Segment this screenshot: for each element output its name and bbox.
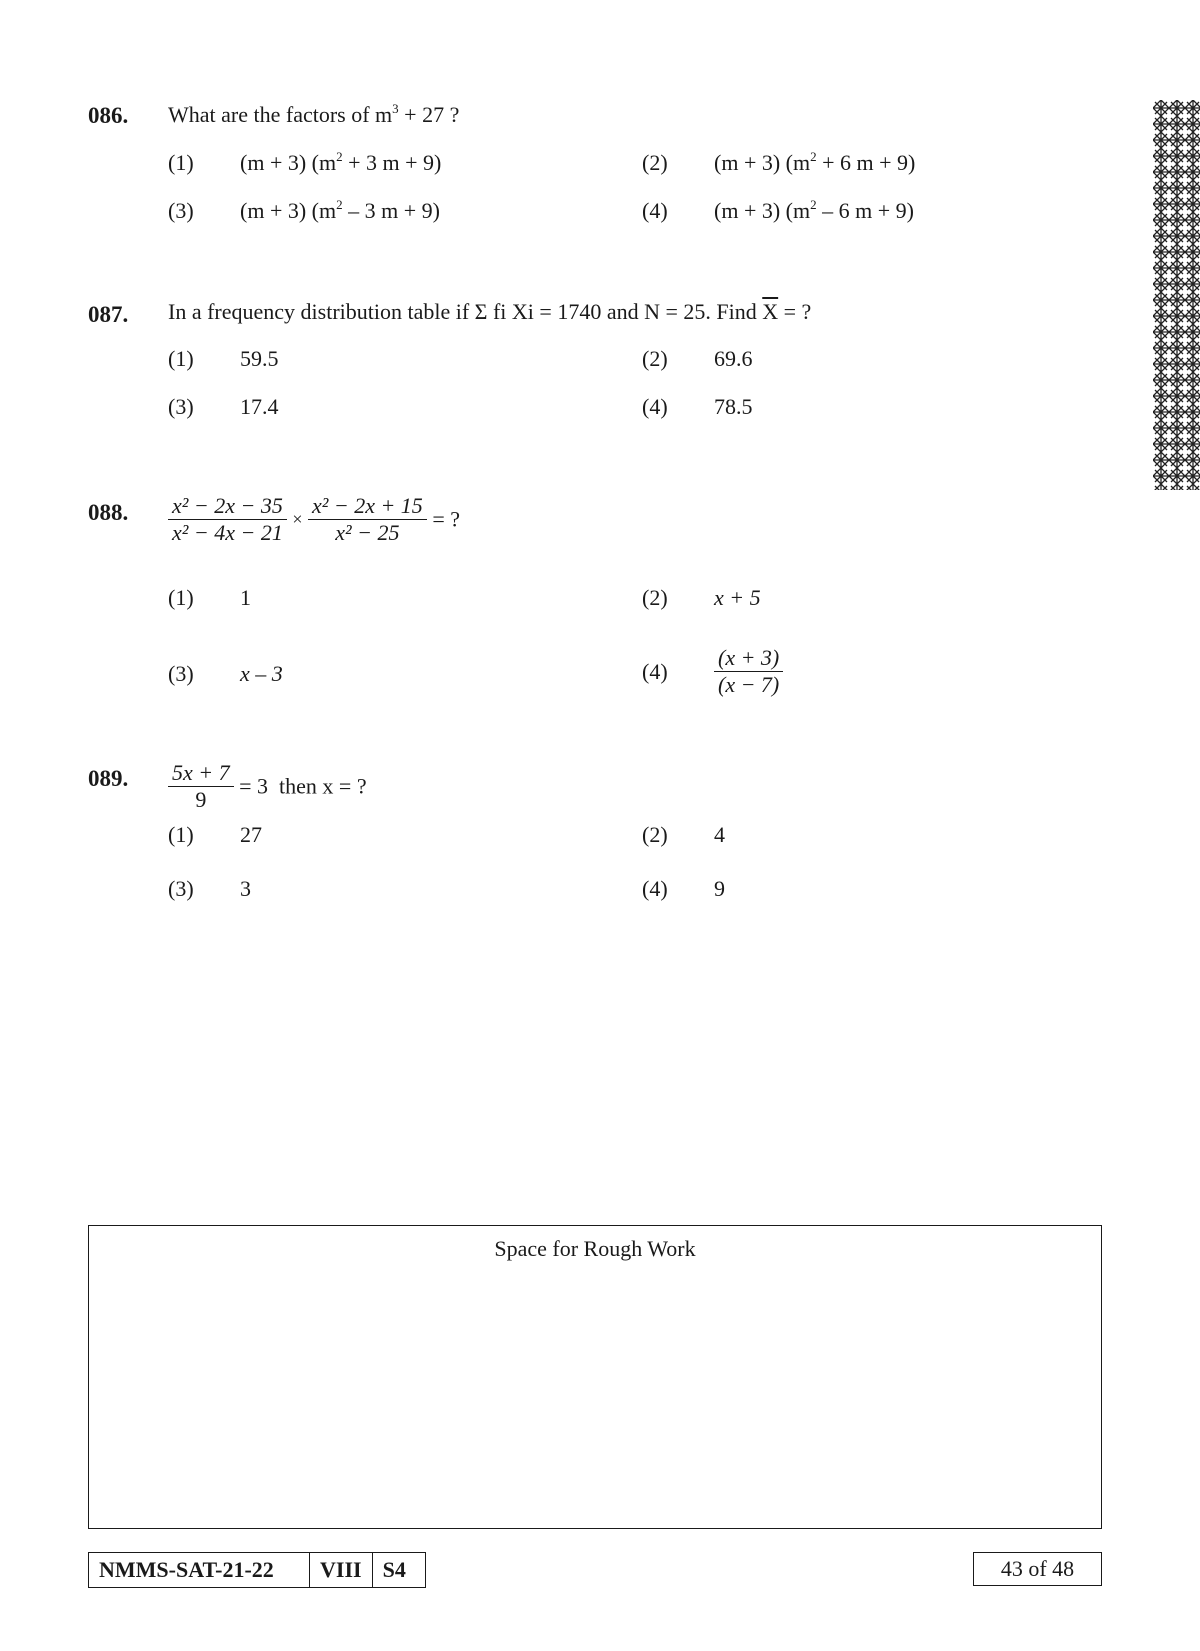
question-number-089: 089. [88, 766, 129, 791]
fraction-2: $\frac{\text{x² − 2x + 15}}{\text{x² − 25}}$ [308, 493, 427, 546]
option-089-3[interactable]: (3) 3 [168, 876, 251, 901]
option-086-2[interactable]: (2) (m + 3) ($m^2 + 6$ m + 9) [642, 149, 916, 175]
option-087-2[interactable]: (2) 69.6 [642, 346, 753, 371]
fraction-1: $\frac{\text{x² − 2x − 35}}{\text{x² − 4x − 21}}$ [168, 493, 287, 546]
option-088-1[interactable]: (1) 1 [168, 585, 251, 610]
side-pattern-decoration [1153, 100, 1200, 490]
page-number: 43 of 48 [973, 1552, 1102, 1586]
option-087-3[interactable]: (3) 17.4 [168, 394, 279, 419]
question-expression-089: $\frac{5x + 7}{9}$ = 3 then x = ? [168, 760, 367, 813]
option-088-4[interactable]: (4) $\frac{(x + 3)}{(x - 7)}$ [642, 645, 783, 698]
option-089-1[interactable]: (1) 27 [168, 822, 262, 847]
option-088-3[interactable]: (3) x – 3 [168, 661, 283, 686]
option-087-1[interactable]: (1) 59.5 [168, 346, 279, 371]
question-expression-088: $\frac{\text{x² − 2x − 35}}{\text{x² − 4x − 21}}$ × $\frac{\text{x² − 2x + 15}}{\text{x² − 25}}$ = ? [168, 493, 460, 546]
option-087-4[interactable]: (4) 78.5 [642, 394, 753, 419]
question-text-087: In a frequency distribution table if Σ fi Xi = 1740 and N = 25. Find $\overline{X}$ = ? [168, 299, 812, 324]
option-089-4[interactable]: (4) 9 [642, 876, 725, 901]
rough-work-box [88, 1225, 1102, 1529]
option-086-1[interactable]: (1) (m + 3) ($m^2 + 3$ m + 9) [168, 149, 442, 175]
option-086-3[interactable]: (3) (m + 3) ($m^2 - 3$ m + 9) [168, 197, 440, 223]
question-number-087: 087. [88, 302, 129, 327]
option-089-2[interactable]: (2) 4 [642, 822, 725, 847]
option-088-2[interactable]: (2) x + 5 [642, 585, 761, 610]
option-088-4-fraction: $\frac{(x + 3)}{(x - 7)}$ [714, 645, 783, 698]
fraction-089: $\frac{5x + 7}{9}$ [168, 760, 234, 813]
exam-series: S4 [372, 1553, 425, 1588]
question-number-088: 088. [88, 500, 129, 525]
option-086-4[interactable]: (4) (m + 3) ($m^2 - 6$ m + 9) [642, 197, 914, 223]
question-number-086: 086. [88, 103, 129, 128]
exam-code: NMMS-SAT-21-22 [89, 1553, 310, 1588]
exam-code-table [88, 1552, 426, 1588]
question-text-086: What are the factors of $m^3 + 27$ ? [168, 101, 460, 127]
rough-work-title: Space for Rough Work [494, 1236, 696, 1261]
exam-class: VIII [310, 1553, 373, 1588]
